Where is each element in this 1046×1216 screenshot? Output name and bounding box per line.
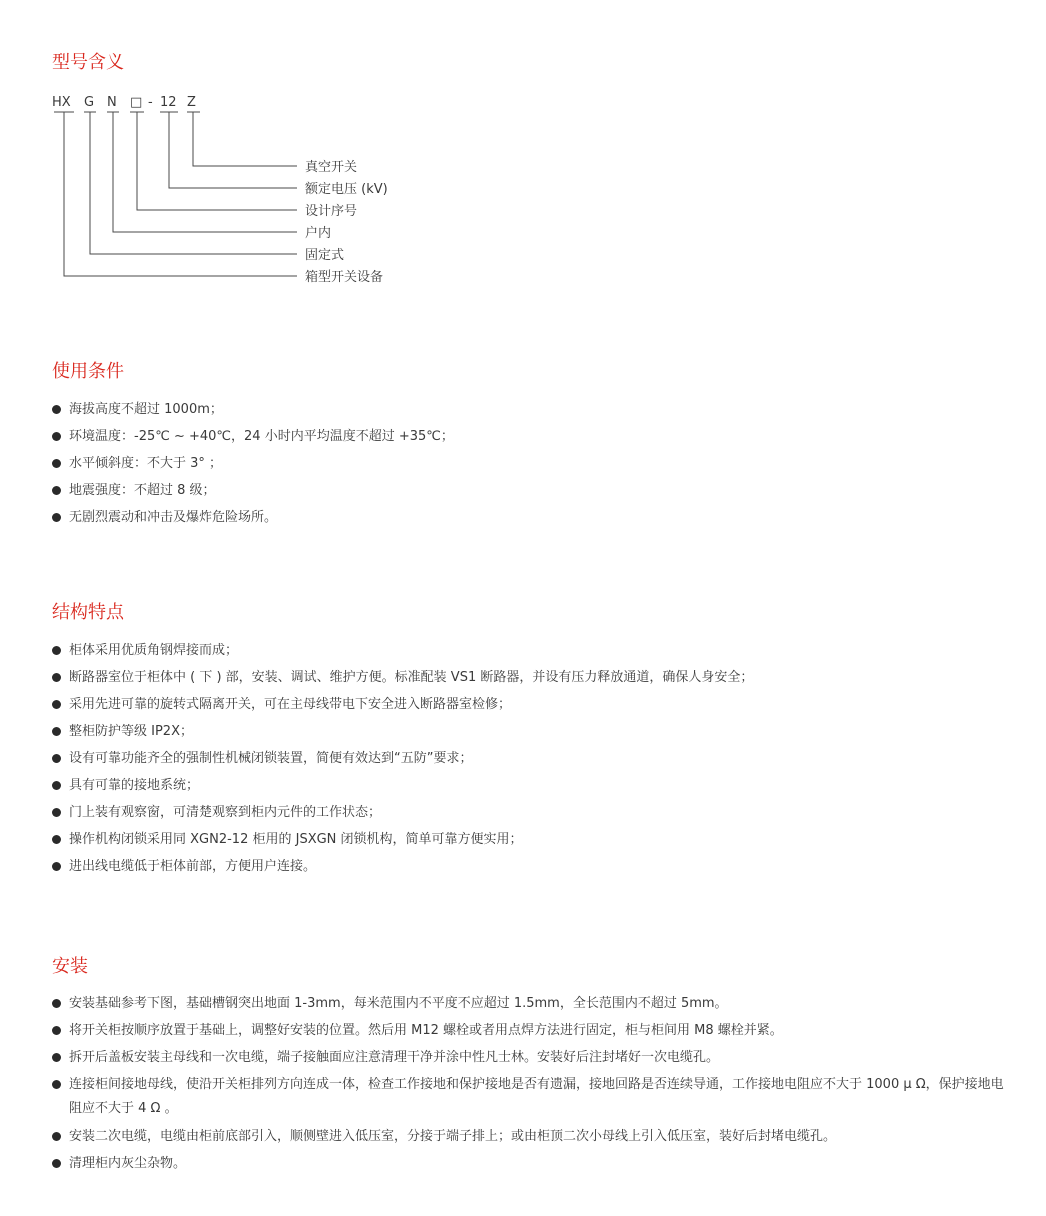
list-item [52,1150,1009,1177]
bullet-icon [52,808,61,817]
bullet-icon [52,1159,61,1168]
list-item-text: 将开关柜按顺序放置于基础上，调整好安装的位置。然后用 M12 螺栓或者用点焊方法进行固定，柜与柜间用 M8 螺栓并紧。 [69,1023,783,1038]
leader-line-z [193,112,297,166]
structure-list [52,637,753,880]
list-item-text: 安装二次电缆，电缆由柜前底部引入，顺侧壁进入低压室，分接于端子排上；或由柜顶二次小母线上引入低压室，装好后封堵电缆孔。 [69,1129,837,1144]
leader-line-12 [169,112,297,188]
section-title-conditions: 使用条件 [52,361,124,382]
bullet-icon [52,700,61,709]
list-item [52,718,753,745]
section-title-install: 安装 [52,956,88,977]
bullet-icon [52,673,61,682]
list-item [52,1017,1009,1044]
list-item-text: 整柜防护等级 IP2X； [69,724,193,739]
list-item-text: 进出线电缆低于柜体前部，方便用户连接。 [69,859,317,874]
bullet-icon [52,727,61,736]
list-item [52,772,753,799]
list-item-text: 安装基础参考下图，基础槽钢突出地面 1-3mm，每米范围内不平度不应超过 1.5mm，全长范围内不超过 5mm。 [69,996,728,1011]
bullet-icon [52,1080,61,1089]
label-box-switchgear: 箱型开关设备 [305,270,384,285]
list-item [52,664,753,691]
model-code-svg [52,88,412,288]
list-item-text: 断路器室位于柜体中 ( 下 ) 部，安装、调试、维护方便。标准配装 VS1 断路器，并设有压力释放通道，确保人身安全； [69,670,754,685]
list-item-text: 环境温度：-25℃ ~ +40℃，24 小时内平均温度不超过 +35℃； [69,429,454,444]
list-item-text: 海拔高度不超过 1000m； [69,402,223,417]
list-item-text: 水平倾斜度：不大于 3° ； [69,456,223,471]
leader-line-n [113,112,297,232]
code-part-hx: HX [52,95,71,110]
list-item [52,745,753,772]
list-item-text: 地震强度：不超过 8 级； [69,483,216,498]
bullet-icon [52,781,61,790]
label-rated-voltage: 额定电压 (kV) [305,182,388,197]
leader-line-serial [137,112,297,210]
install-list [52,990,1009,1177]
list-item [52,691,753,718]
bullet-icon [52,405,61,414]
list-item-text: 连接柜间接地母线，使沿开关柜排列方向连成一体，检查工作接地和保护接地是否有遗漏，接地回路是否连续导通，工作接地电阻应不大于 1000 μ Ω，保护接地电阻应不大于 4 Ω 。 [69,1077,1004,1116]
list-item-text: 设有可靠功能齐全的强制性机械闭锁装置，简便有效达到“五防”要求； [69,751,473,766]
bullet-icon [52,513,61,522]
leader-line-hx [64,112,297,276]
list-item-text: 操作机构闭锁采用同 XGN2-12 柜用的 JSXGN 闭锁机构，简单可靠方便实用； [69,832,523,847]
list-item [52,477,454,504]
code-part-serial: □ [130,95,143,110]
code-part-12: 12 [160,95,177,110]
list-item [52,826,753,853]
bullet-icon [52,1132,61,1141]
list-item [52,396,454,423]
list-item [52,1123,1009,1150]
list-item-text: 门上装有观察窗，可清楚观察到柜内元件的工作状态； [69,805,382,820]
bullet-icon [52,646,61,655]
bullet-icon [52,862,61,871]
list-item [52,853,753,880]
list-item [52,423,454,450]
bullet-icon [52,1026,61,1035]
label-indoor: 户内 [305,226,332,241]
list-item [52,637,753,664]
list-item [52,799,753,826]
conditions-list [52,396,454,531]
list-item [52,504,454,531]
list-item-text: 具有可靠的接地系统； [69,778,200,793]
bullet-icon [52,1053,61,1062]
bullet-icon [52,432,61,441]
list-item-text: 无剧烈震动和冲击及爆炸危险场所。 [69,510,278,525]
list-item-text: 清理柜内灰尘杂物。 [69,1156,187,1171]
list-item-text: 采用先进可靠的旋转式隔离开关，可在主母线带电下安全进入断路器室检修； [69,697,512,712]
list-item [52,1071,1009,1123]
label-vacuum-switch: 真空开关 [305,160,358,175]
section-title-model: 型号含义 [52,52,124,73]
bullet-icon [52,999,61,1008]
code-part-g: G [84,95,95,110]
model-code-diagram [52,88,412,288]
bullet-icon [52,486,61,495]
list-item [52,1044,1009,1071]
code-part-z: Z [187,95,196,110]
bullet-icon [52,459,61,468]
label-design-serial: 设计序号 [305,204,358,219]
bullet-icon [52,754,61,763]
list-item-text: 拆开后盖板安装主母线和一次电缆，端子接触面应注意清理干净并涂中性凡士林。安装好后注封堵好一次电缆孔。 [69,1050,720,1065]
bullet-icon [52,835,61,844]
code-part-dash: - [148,95,153,110]
list-item [52,450,454,477]
label-fixed-type: 固定式 [305,248,345,263]
section-title-structure: 结构特点 [52,602,124,623]
list-item [52,990,1009,1017]
code-part-n: N [107,95,117,110]
list-item-text: 柜体采用优质角钢焊接而成； [69,643,239,658]
